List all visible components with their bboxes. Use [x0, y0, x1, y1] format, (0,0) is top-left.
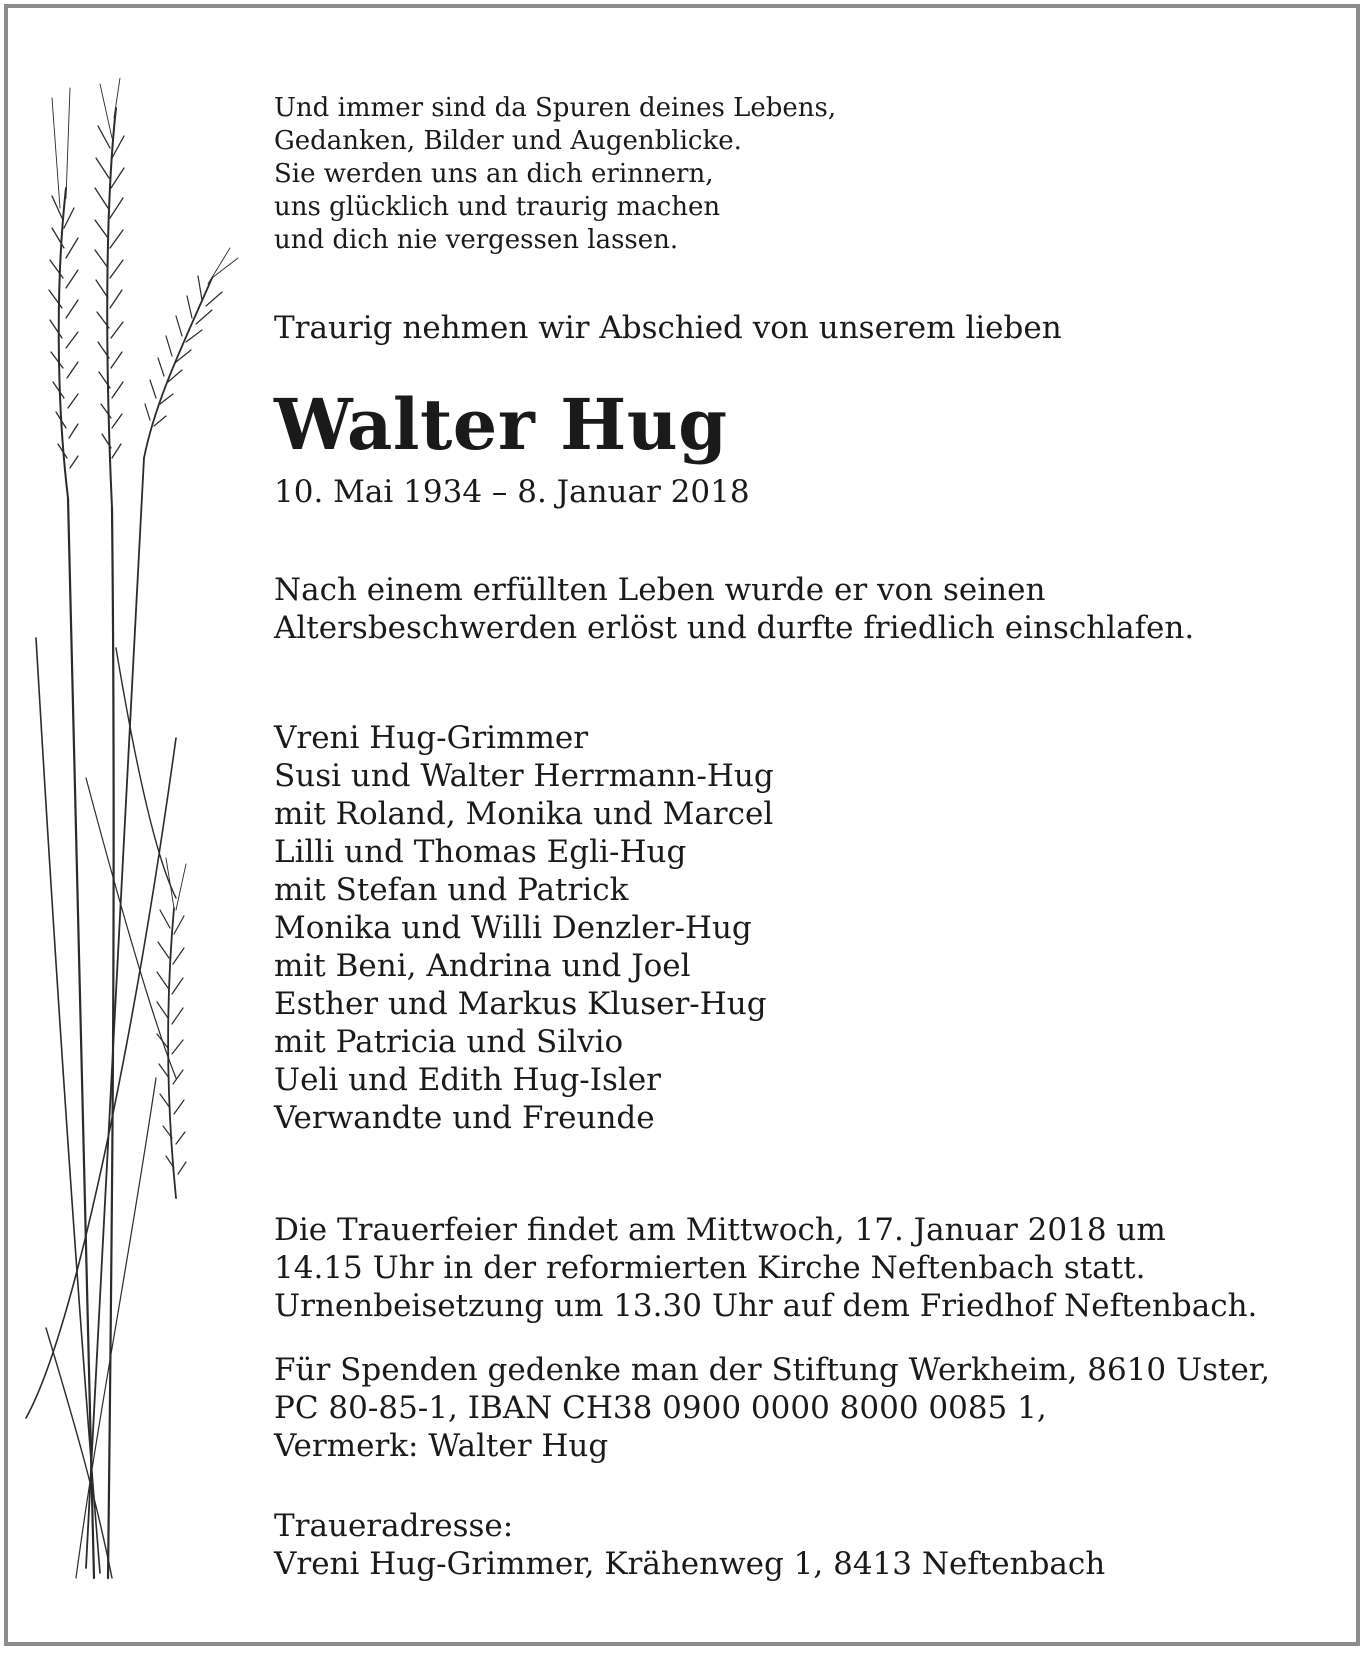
donation-line: Für Spenden gedenke man der Stiftung Werkheim, 8610 Uster, [274, 1352, 1271, 1388]
mourning-address [274, 1507, 1344, 1583]
poem-line: Und immer sind da Spuren deines Lebens, [274, 93, 837, 123]
donation-line: Vermerk: Walter Hug [274, 1428, 609, 1464]
mourner-entry: mit Roland, Monika und Marcel [274, 796, 774, 832]
mourner-entry: Esther und Markus Kluser-Hug [274, 986, 767, 1022]
mourner-entry: Susi und Walter Herrmann-Hug [274, 758, 774, 794]
deceased-name: Walter Hug [274, 383, 728, 466]
obituary-card [4, 4, 1360, 1646]
donation-line: PC 80-85-1, IBAN CH38 0900 0000 8000 0085 1, [274, 1390, 1047, 1426]
wheat-illustration [16, 78, 256, 1598]
poem-line: uns glücklich und traurig machen [274, 192, 721, 222]
mourner-entry: mit Patricia und Silvio [274, 1024, 624, 1060]
donation-info [274, 1351, 1344, 1465]
poem-line: Sie werden uns an dich erinnern, [274, 159, 714, 189]
mourners-list [274, 719, 1344, 1137]
obituary-content [274, 92, 1344, 1583]
poem-line: Gedanken, Bilder und Augenblicke. [274, 126, 742, 156]
relief-line: Nach einem erfüllten Leben wurde er von seinen [274, 572, 1046, 608]
poem-line: und dich nie vergessen lassen. [274, 225, 679, 255]
mourner-entry: Monika und Willi Denzler-Hug [274, 910, 752, 946]
farewell-intro: Traurig nehmen wir Abschied von unserem lieben [274, 310, 1062, 346]
address-label: Traueradresse: [274, 1508, 514, 1544]
mourner-entry: Vreni Hug-Grimmer [274, 720, 589, 756]
relief-statement [274, 571, 1344, 647]
ceremony-info [274, 1211, 1344, 1325]
ceremony-line: Die Trauerfeier findet am Mittwoch, 17. Januar 2018 um [274, 1212, 1166, 1248]
mourner-entry: mit Stefan und Patrick [274, 872, 629, 908]
mourner-entry: Ueli und Edith Hug-Isler [274, 1062, 662, 1098]
ceremony-line: 14.15 Uhr in der reformierten Kirche Neftenbach statt. [274, 1250, 1146, 1286]
life-dates: 10. Mai 1934 – 8. Januar 2018 [274, 474, 750, 510]
mourner-entry: Verwandte und Freunde [274, 1100, 655, 1136]
mourner-entry: mit Beni, Andrina und Joel [274, 948, 691, 984]
address-line: Vreni Hug-Grimmer, Krähenweg 1, 8413 Neftenbach [274, 1546, 1106, 1582]
mourner-entry: Lilli und Thomas Egli-Hug [274, 834, 687, 870]
relief-line: Altersbeschwerden erlöst und durfte friedlich einschlafen. [274, 610, 1195, 646]
ceremony-line: Urnenbeisetzung um 13.30 Uhr auf dem Friedhof Neftenbach. [274, 1288, 1258, 1324]
memorial-poem [274, 92, 1344, 257]
